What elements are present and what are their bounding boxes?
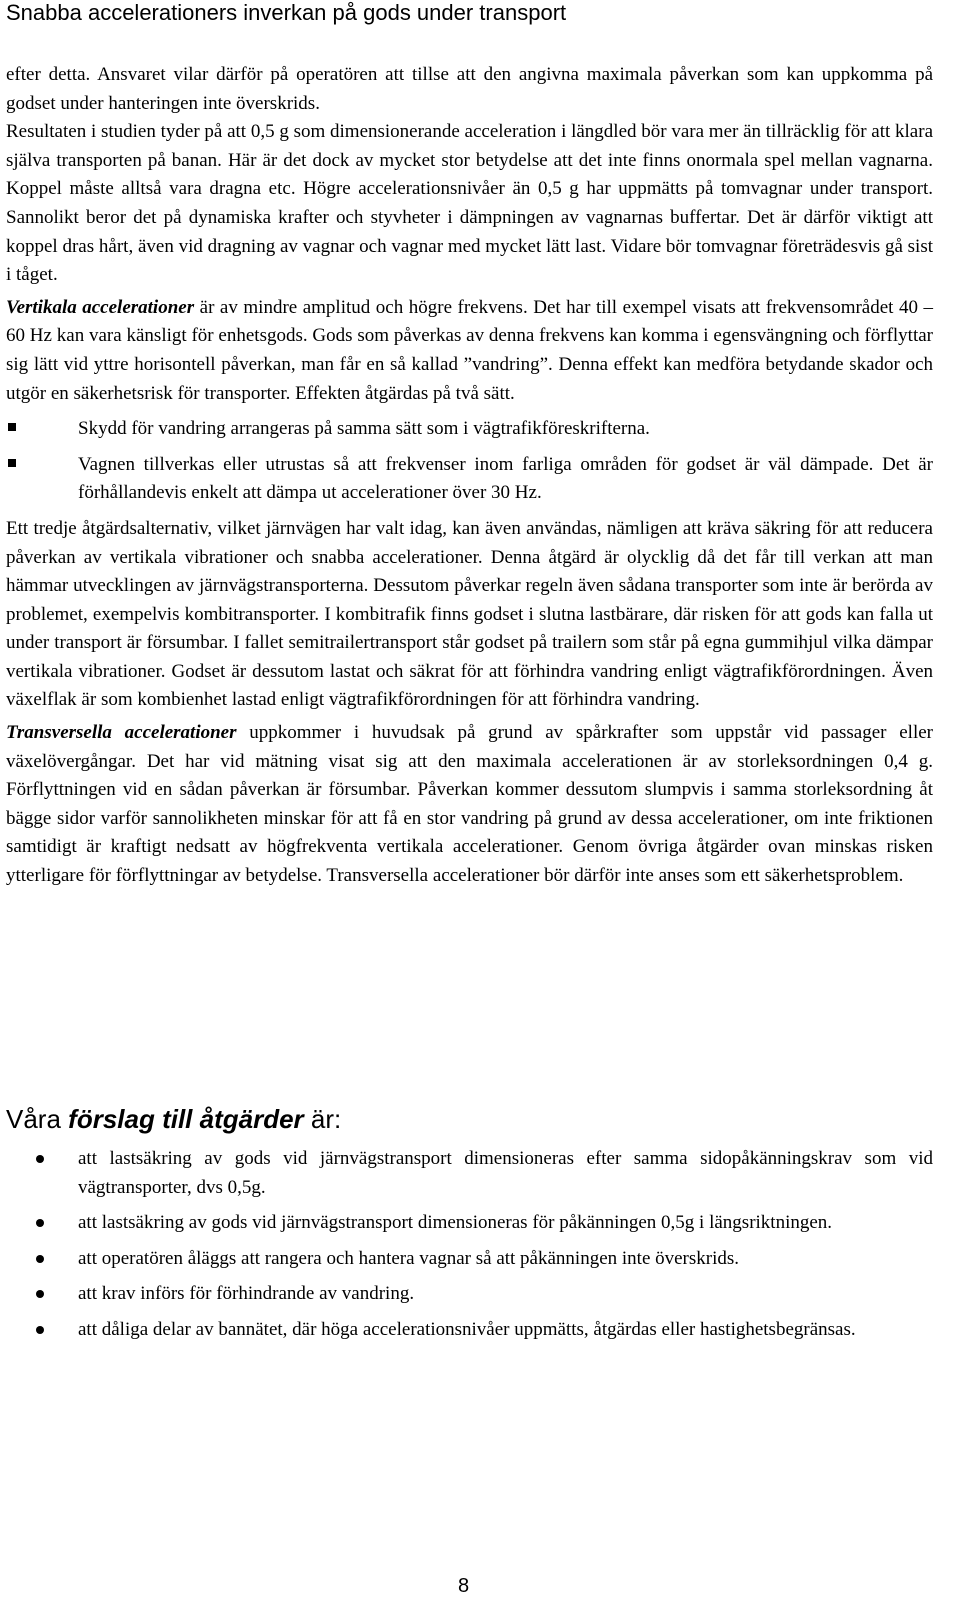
proposals-heading-emph: förslag till åtgärder: [68, 1104, 304, 1134]
square-bullet-icon: [8, 423, 16, 431]
proposals-heading-pre: Våra: [6, 1104, 69, 1134]
measure-text: Skydd för vandring arrangeras på samma sätt som i vägtrafikföreskrifterna.: [78, 418, 650, 440]
bullet-dot-icon: [36, 1255, 44, 1263]
proposal-item: [6, 1145, 933, 1202]
proposal-item: [6, 1280, 933, 1309]
measures-list: [6, 415, 933, 508]
proposal-text: att dåliga delar av bannätet, där höga accelerationsnivåer uppmätts, åtgärdas eller hastighetsbegränsas.: [78, 1318, 856, 1340]
proposals-heading-post: är:: [303, 1104, 342, 1134]
bullet-dot-icon: [36, 1290, 44, 1298]
paragraph-results: Resultaten i studien tyder på att 0,5 g som dimensionerande acceleration i längdled bör vara mer än tillräcklig för att klara själva transporten på banan. Här är det dock av mycket stor betydelse att det inte finns onormala spel mellan vagnarna. Koppel måste alltså vara dragna etc. Högre accelerationsnivåer än 0,5 g har uppmätts på tomvagnar under transport. Sannolikt beror det på dynamiska krafter och styvheter i dämpningen av vagnarnas buffertar. Det är därför viktigt att koppel dras hårt, även vid dragning av vagnar och vagnar med mycket lätt last. Vidare bör tomvagnar företrädesvis gå sist i tåget.: [6, 121, 933, 286]
measure-item: [6, 415, 933, 444]
proposals-heading: [6, 1103, 341, 1135]
proposal-text: att operatören åläggs att rangera och hantera vagnar så att påkänningen inte överskrids.: [78, 1247, 740, 1269]
proposal-item: [6, 1316, 933, 1345]
transversal-accelerations-text: uppkommer i huvudsak på grund av spårkrafter som uppstår vid passager eller växelövergångar. Det har vid mätning visat sig att den maximala accelerationen är av storleksordningen 0,4 g. Förflyttningen vid en sådan påverkan är försumbar. Påverkan kommer dessutom slumpvis i samma storleksordning åt bägge sidor varför sannolikheten minskar för att få en stor vandring på grund av dessa accelerationer, om inte friktionen samtidigt är kraftigt nedsatt av högfrekventa vertikala accelerationer. Genom övriga åtgärder ovan minskas risken ytterligare för förflyttningar av betydelse. Transversella accelerationer bör därför inte anses som ett säkerhetsproblem.: [6, 722, 933, 887]
proposal-item: [6, 1245, 933, 1274]
bullet-dot-icon: [36, 1155, 44, 1163]
body-text: [6, 61, 933, 891]
page-header-title: Snabba accelerationers inverkan på gods under transport: [6, 0, 567, 25]
bullet-dot-icon: [36, 1326, 44, 1334]
vertical-accelerations-lead: Vertikala accelerationer: [6, 296, 195, 318]
paragraph-transversal-accelerations: [6, 719, 933, 891]
square-bullet-icon: [8, 459, 16, 467]
transversal-accelerations-lead: Transversella accelerationer: [6, 722, 237, 744]
vertical-accelerations-text: är av mindre amplitud och högre frekvens. Det har till exempel visats att frekvensområdet 40 – 60 Hz kan vara känsligt för enhetsgods. Gods som påverkas av denna frekvens kan komma i egensvängning och förflyttar sig lätt vid yttre horisontell påverkan, man får en så kallad ”vandring”. Denna effekt kan medföra betydande skador och utgör en säkerhetsrisk för transporter. Effekten åtgärdas på två sätt.: [6, 296, 933, 404]
paragraph-third-alternative: Ett tredje åtgärdsalternativ, vilket järnvägen har valt idag, kan även användas, nämligen att kräva säkring för att reducera påverkan av vertikala vibrationer och snabba accelerationer. Denna åtgärd är olycklig då det får till verkan att man hämmar utvecklingen av järnvägstransporterna. Dessutom påverkar regeln även sådana transporter som inte är berörda av problemet, exempelvis kombitransporter. I kombitrafik finns godset i slutna lastbärare, där risken för att gods kan falla ut under transport är försumbar. I fallet semitrailertransport står godset på trailern som står på egna gummihjul vilka dämpar vertikala vibrationer. Godset är dessutom lastat och säkrat för att förhindra vandring enligt vägtrafikförordningen. Även växelflak är som kombienhet lastad enligt vägtrafikförordningen för att förhindra vandring.: [6, 517, 933, 711]
proposal-text: att lastsäkring av gods vid järnvägstransport dimensioneras efter samma sidopåkänningskrav som vid vägtransporter, dvs 0,5g.: [78, 1148, 933, 1198]
measure-item: [6, 451, 933, 508]
proposal-item: [6, 1209, 933, 1238]
paragraph-responsibility: efter detta. Ansvaret vilar därför på operatören att tillse att den angivna maximala påverkan som kan uppkomma på godset under hanteringen inte överskrids.: [6, 64, 933, 114]
proposals-list: [6, 1145, 933, 1352]
bullet-dot-icon: [36, 1219, 44, 1227]
paragraph-vertical-accelerations: [6, 294, 933, 408]
proposal-text: att lastsäkring av gods vid järnvägstransport dimensioneras för påkänningen 0,5g i längsriktningen.: [78, 1212, 833, 1234]
measure-text: Vagnen tillverkas eller utrustas så att frekvenser inom farliga områden för godset är väl dämpade. Det är förhållandevis enkelt att dämpa ut accelerationer över 30 Hz.: [78, 453, 933, 504]
page-number: 8: [458, 1575, 470, 1597]
proposal-text: att krav införs för förhindrande av vandring.: [78, 1283, 415, 1305]
